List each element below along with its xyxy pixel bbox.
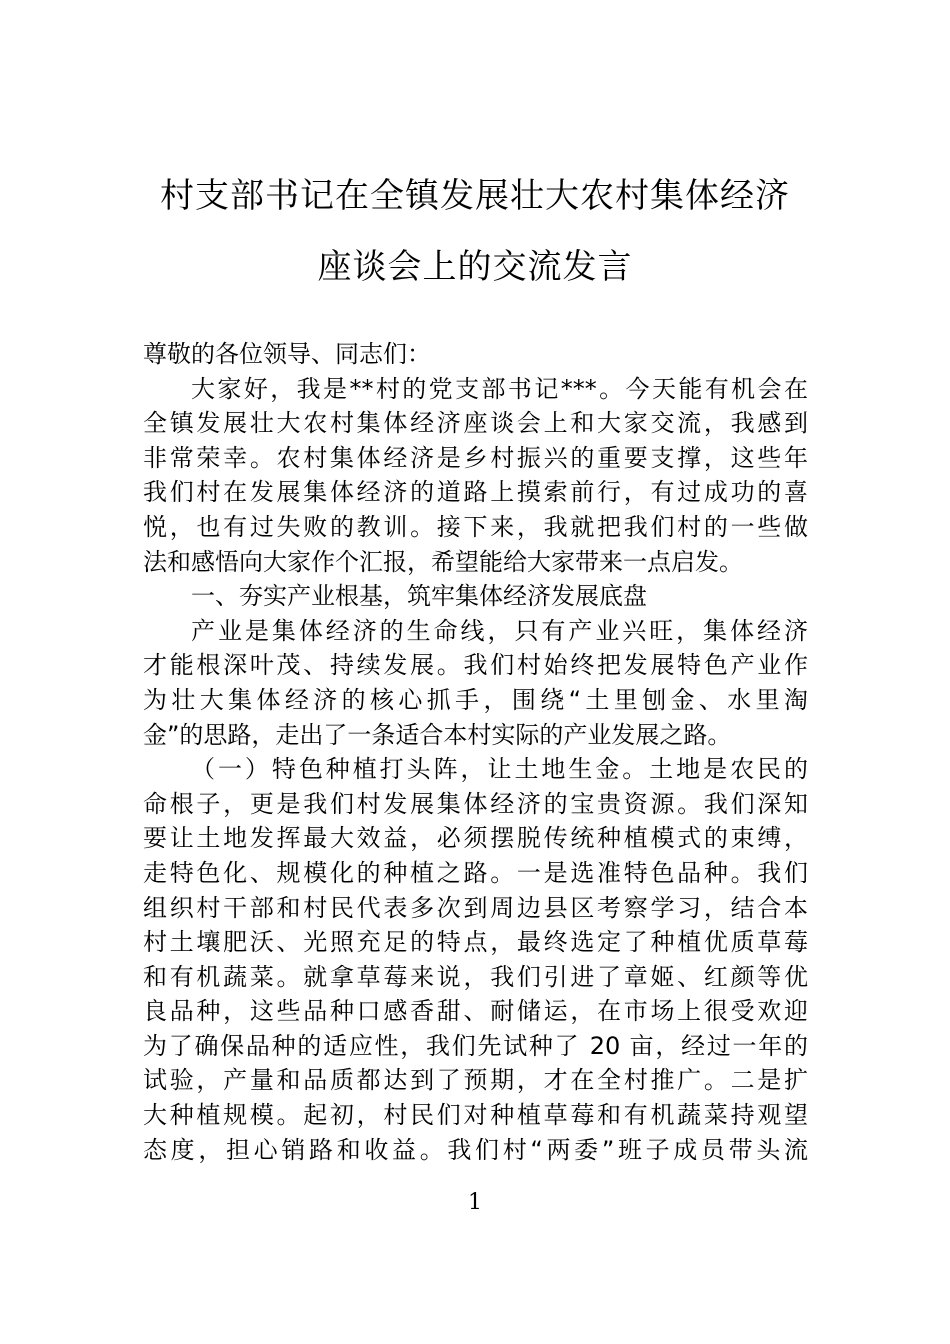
paragraph-line: 试验，产量和品质都达到了预期，才在全村推广。二是扩 — [143, 1066, 808, 1095]
paragraph-line: 要让土地发挥最大效益，必须摆脱传统种植模式的束缚， — [143, 824, 808, 853]
paragraph-line: 走特色化、规模化的种植之路。一是选准特色品种。我们 — [143, 858, 808, 887]
paragraph-line: 我们村在发展集体经济的道路上摸索前行，有过成功的喜 — [143, 478, 808, 507]
paragraph-line: （一）特色种植打头阵，让土地生金。土地是农民的 — [191, 755, 808, 784]
document-body — [143, 337, 808, 1167]
paragraph-line: 态度，担心销路和收益。我们村“两委”班子成员带头流 — [143, 1135, 808, 1164]
paragraph-line: 村土壤肥沃、光照充足的特点，最终选定了种植优质草莓 — [143, 928, 808, 957]
paragraph-line: 法和感悟向大家作个汇报，希望能给大家带来一点启发。 — [143, 547, 743, 576]
paragraph-line: 为了确保品种的适应性，我们先试种了 20 亩，经过一年的 — [143, 1031, 808, 1060]
paragraph-line: 命根子，更是我们村发展集体经济的宝贵资源。我们深知 — [143, 789, 808, 818]
paragraph-line: 大家好，我是**村的党支部书记***。今天能有机会在 — [191, 374, 808, 403]
paragraph-line: 和有机蔬菜。就拿草莓来说，我们引进了章姬、红颜等优 — [143, 962, 808, 991]
page-number: 1 — [468, 1190, 482, 1215]
paragraph-line: 非常荣幸。农村集体经济是乡村振兴的重要支撑，这些年 — [143, 443, 808, 472]
paragraph-line: 金”的思路，走出了一条适合本村实际的产业发展之路。 — [143, 720, 732, 749]
paragraph-line: 产业是集体经济的生命线，只有产业兴旺，集体经济 — [191, 616, 808, 645]
paragraph-line: 良品种，这些品种口感香甜、耐储运，在市场上很受欢迎 — [143, 997, 808, 1026]
salutation: 尊敬的各位领导、同志们： — [143, 340, 431, 368]
paragraph-line: 组织村干部和村民代表多次到周边县区考察学习，结合本 — [143, 893, 808, 922]
paragraph-line: 全镇发展壮大农村集体经济座谈会上和大家交流，我感到 — [143, 409, 808, 438]
section-heading: 一、夯实产业根基，筑牢集体经济发展底盘 — [191, 582, 647, 611]
paragraph-line: 才能根深叶茂、持续发展。我们村始终把发展特色产业作 — [143, 651, 808, 680]
document-title-line-2: 座谈会上的交流发言 — [317, 247, 633, 287]
paragraph-line: 为壮大集体经济的核心抓手，围绕“土里刨金、水里淘 — [143, 685, 808, 714]
document-title-line-1: 村支部书记在全镇发展壮大农村集体经济 — [160, 176, 790, 216]
paragraph-line: 悦，也有过失败的教训。接下来，我就把我们村的一些做 — [143, 512, 808, 541]
paragraph-line: 大种植规模。起初，村民们对种植草莓和有机蔬菜持观望 — [143, 1101, 808, 1130]
